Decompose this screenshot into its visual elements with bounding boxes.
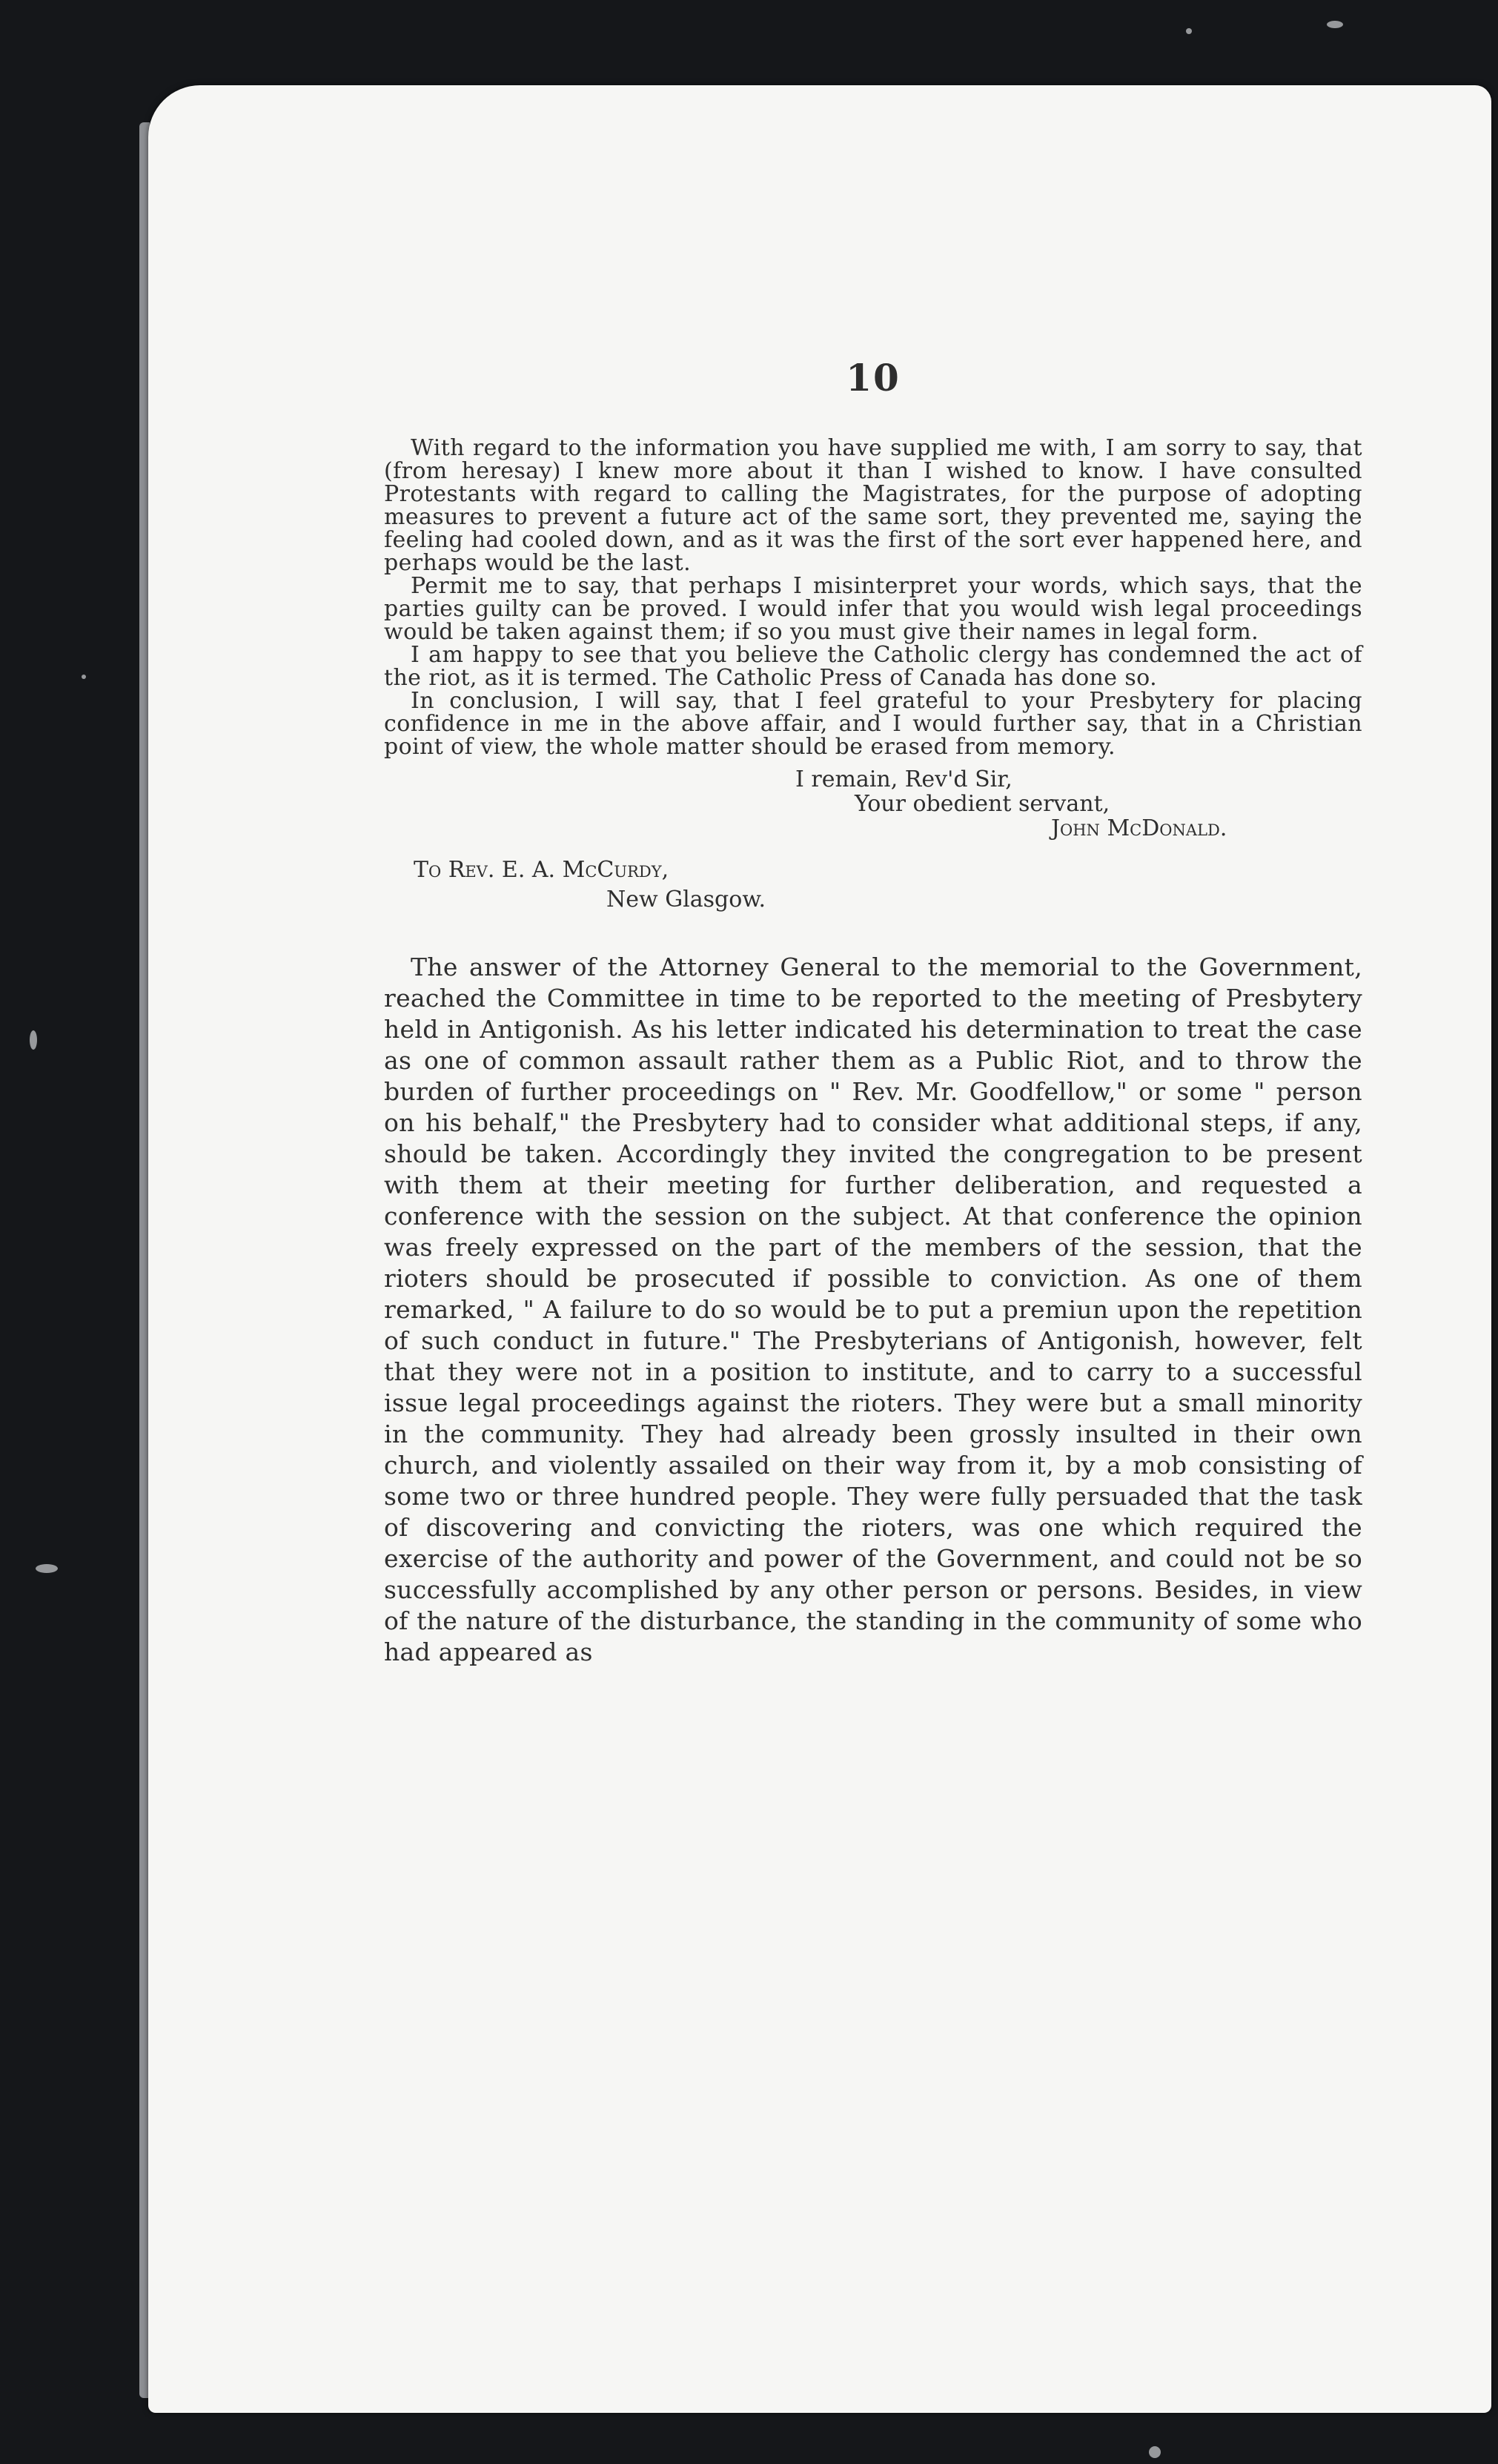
narrative-body <box>384 952 1362 1668</box>
letter-paragraph: I am happy to see that you believe the Catholic clergy has condemned the act of the riot, as it is termed. The Catholic Press of Canada has done so. <box>384 642 1362 691</box>
scan-speck <box>1186 28 1192 34</box>
letter-paragraph: With regard to the information you have supplied me with, I am sorry to say, that (from heresay) I knew more about it than I wished to know. I have consulted Protestants with regard to calling the Magistrates, for the purpose of adopting measures to prevent a future act of the same sort, they prevented me, saying the feeling had cooled down, and as it was the first of the sort ever happened here, and perhaps would be the last. <box>384 435 1362 576</box>
recipient-address <box>384 855 1362 915</box>
closing-salutation: I remain, Rev'd Sir, <box>795 766 1013 792</box>
scan-speck <box>36 1564 58 1573</box>
signature: John McDonald. <box>1051 815 1227 841</box>
letter-closing <box>384 767 1362 841</box>
closing-servant: Your obedient servant, <box>855 791 1110 817</box>
recipient-location: New Glasgow. <box>606 887 766 913</box>
recipient-name: To Rev. E. A. McCurdy, <box>414 857 669 883</box>
scan-speck <box>30 1030 37 1050</box>
scan-speck <box>1327 21 1343 28</box>
page-content <box>384 356 1362 1668</box>
letter-paragraph: In conclusion, I will say, that I feel grateful to your Presbytery for placing confidence in me in the above affair, and I would further say, that in a Christian point of view, the whole matter should be erased from memory. <box>384 688 1362 760</box>
page-number: 10 <box>846 356 901 400</box>
scan-speck <box>1149 2446 1161 2458</box>
narrative-paragraph: The answer of the Attorney General to the memorial to the Government, reached the Committee in time to be reported to the meeting of Presbytery held in Antigonish. As his letter indicated his determination to treat the case as one of common assault rather them as a Public Riot, and to throw the burden of further proceedings on " Rev. Mr. Goodfellow," or some " person on his behalf," the Presbytery had to consider what additional steps, if any, should be taken. Accordingly they invited the congregation to be present with them at their meeting for further deliberation, and requested a conference with the session on the subject. At that conference the opinion was freely expressed on the part of the members of the session, that the rioters should be prosecuted if possible to conviction. As one of them remarked, " A failure to do so would be to put a premiun upon the repetition of such conduct in future." The Presbyterians of Antigonish, however, felt that they were not in a position to institute, and to carry to a successful issue legal proceedings against the rioters. They were but a small minority in the community. They had already been grossly insulted in their own church, and violently assailed on their way from it, by a mob consisting of some two or three hundred people. They were fully persuaded that the task of discovering and convicting the rioters, was one which required the exercise of the authority and power of the Government, and could not be so successfully accomplished by any other person or persons. Besides, in view of the nature of the disturbance, the standing in the community of some who had appeared as <box>384 953 1362 1666</box>
letter-body <box>384 437 1362 758</box>
scan-speck <box>82 675 86 679</box>
letter-paragraph: Permit me to say, that perhaps I misinterpret your words, which says, that the parties guilty can be proved. I would infer that you would wish legal proceedings would be taken against them; if so you must give their names in legal form. <box>384 573 1362 645</box>
